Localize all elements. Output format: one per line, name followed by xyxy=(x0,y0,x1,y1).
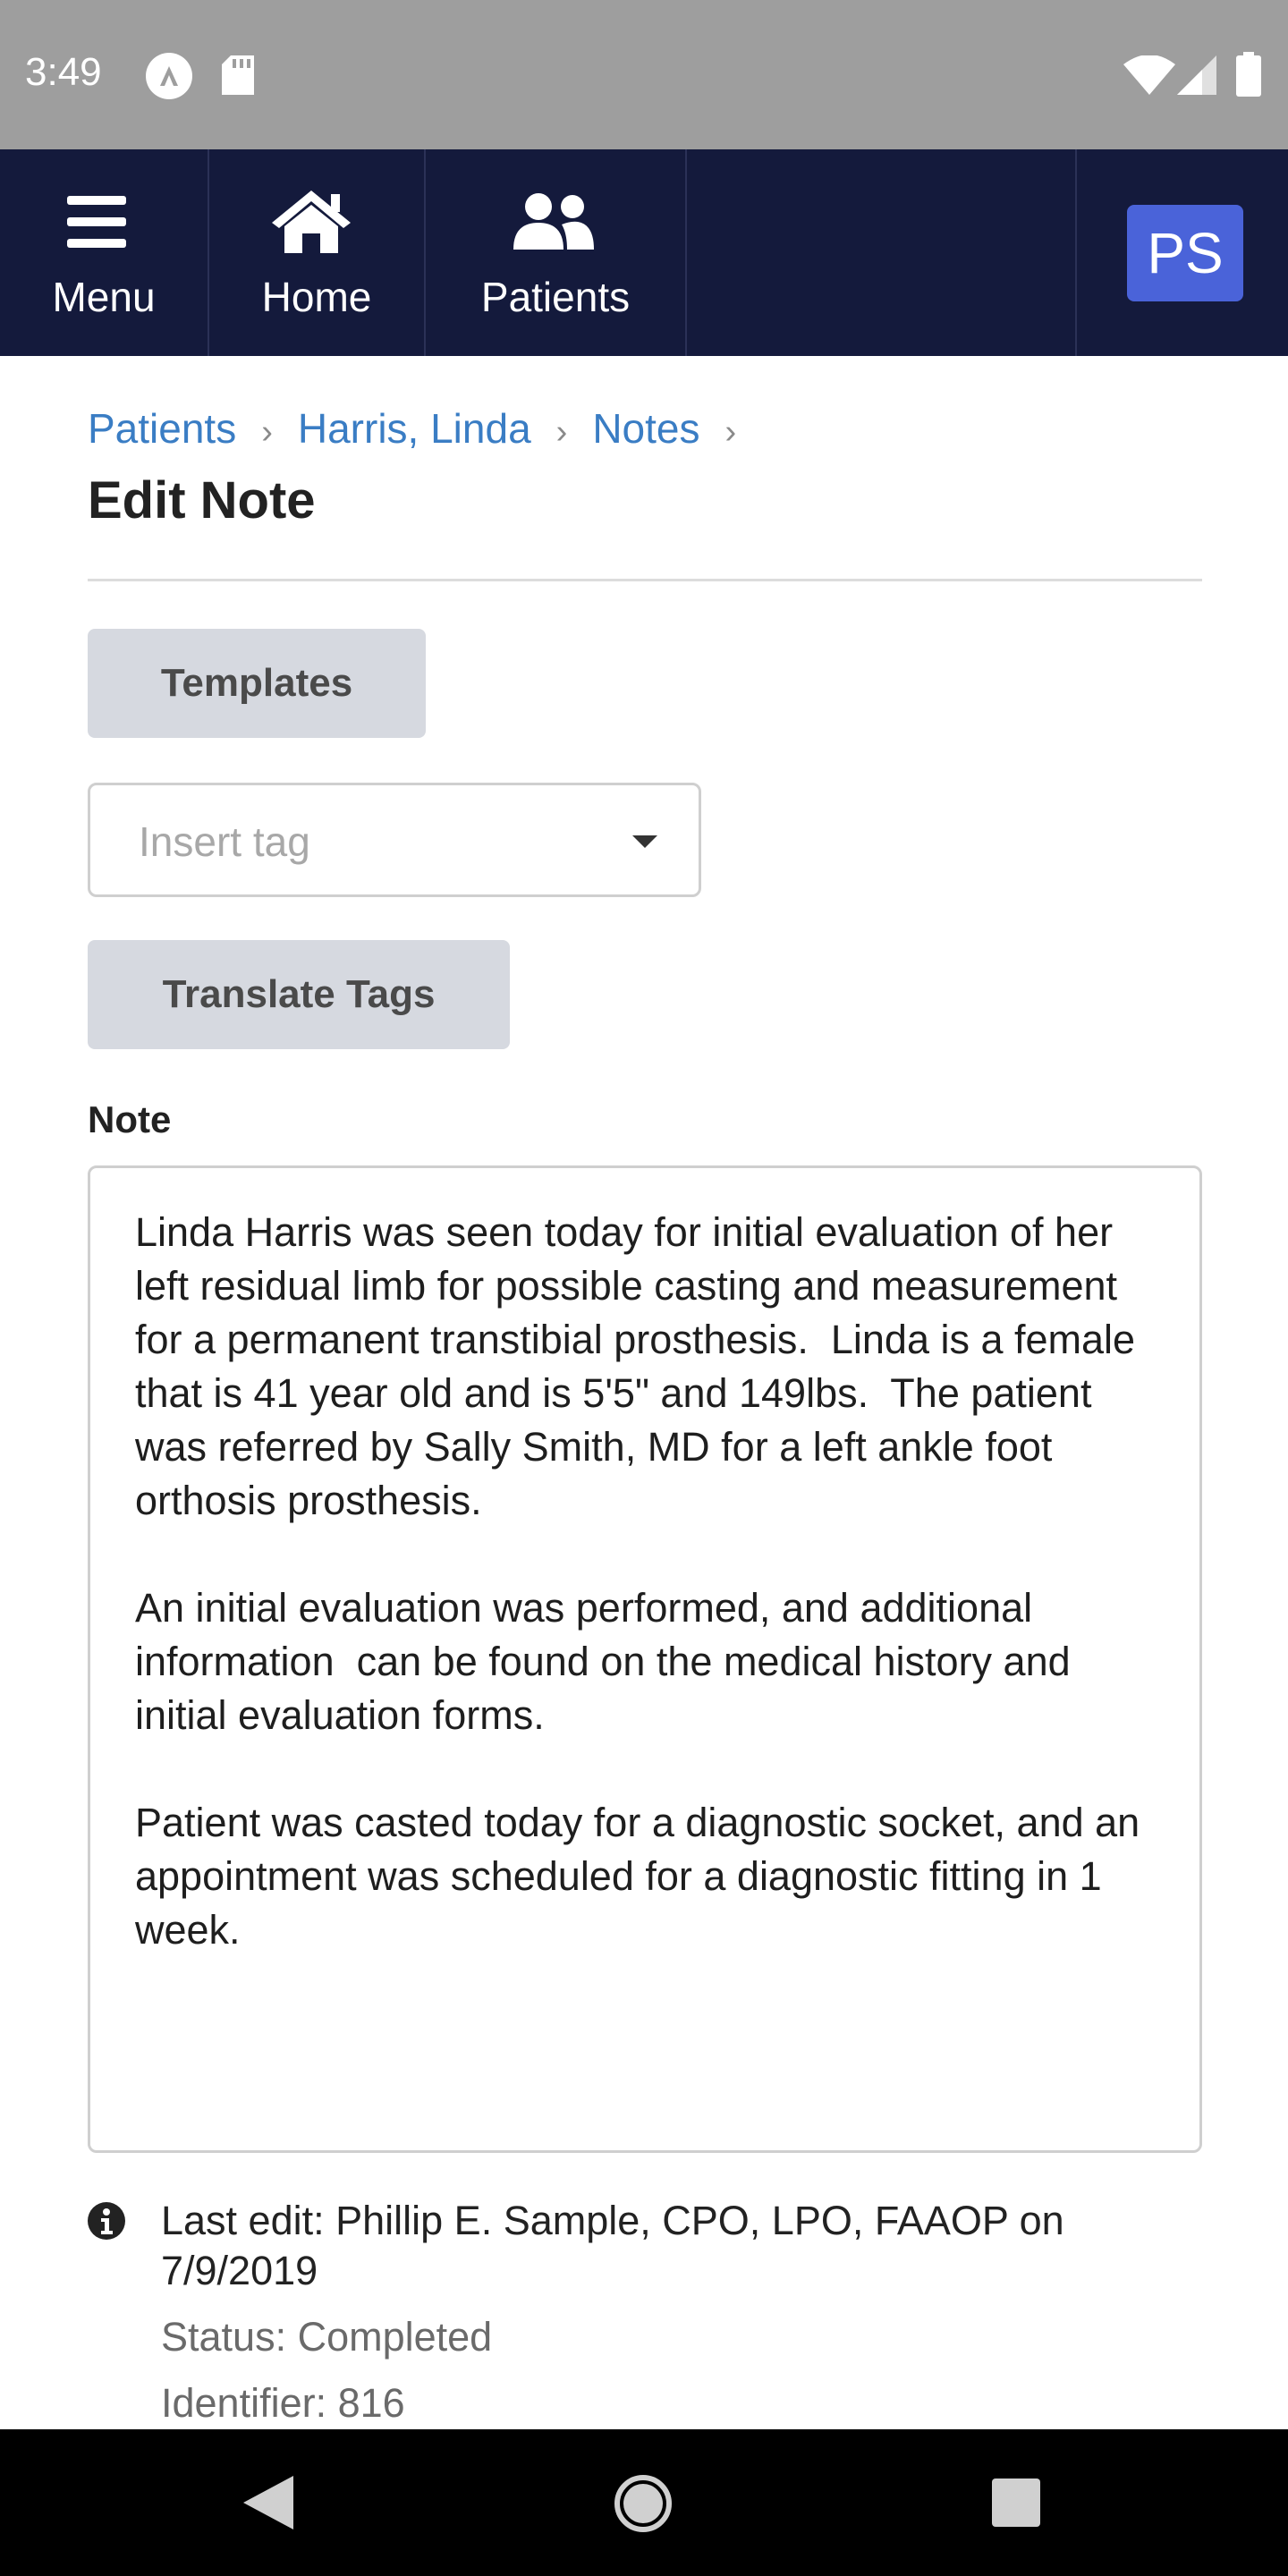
status-bar xyxy=(0,0,1288,149)
note-textarea[interactable]: Linda Harris was seen today for initial evaluation of her left residual limb for possible casting and measurement for a permanent transtibial prosthesis. Linda is a female that is 41 year old and is 5'5" and 149lbs. The patient was referred by Sally Smith, MD for a left ankle foot orthosis prosthesis. An initial evaluation was performed, and additional information can be found on the medical history and initial evaluation forms. Patient was casted today for a diagnostic socket, and an appointment was scheduled for a diagnostic fitting in 1 week. xyxy=(88,1165,1202,2153)
nav-home-button[interactable] xyxy=(209,149,426,356)
breadcrumb-separator: › xyxy=(724,413,737,451)
breadcrumb-separator: › xyxy=(261,413,273,451)
home-circle-icon[interactable] xyxy=(614,2474,673,2533)
identifier-text: Identifier: 816 xyxy=(161,2380,405,2426)
top-navbar xyxy=(0,149,1288,356)
battery-icon xyxy=(1236,52,1261,97)
avatar[interactable]: PS xyxy=(1127,205,1243,301)
caret-down-icon xyxy=(632,835,657,848)
status-time: 3:49 xyxy=(25,50,102,94)
breadcrumb-separator: › xyxy=(555,413,568,451)
breadcrumb-patients-link[interactable]: Patients xyxy=(88,405,237,452)
home-icon xyxy=(272,191,351,253)
recents-icon[interactable] xyxy=(992,2479,1040,2527)
nav-patients-button[interactable] xyxy=(426,149,687,356)
sd-card-icon xyxy=(222,55,254,95)
system-nav-bar xyxy=(0,2429,1288,2576)
insert-tag-select[interactable] xyxy=(88,783,701,897)
wifi-icon xyxy=(1123,55,1175,95)
nav-patients-label: Patients xyxy=(480,274,631,320)
translate-tags-button[interactable]: Translate Tags xyxy=(88,940,510,1049)
nav-menu-button[interactable] xyxy=(0,149,209,356)
nav-home-label: Home xyxy=(261,274,372,320)
assistant-icon xyxy=(145,52,193,100)
signal-icon xyxy=(1177,55,1216,95)
info-icon xyxy=(88,2202,125,2240)
users-icon xyxy=(508,192,594,250)
last-edit-text: Last edit: Phillip E. Sample, CPO, LPO, FAAOP on xyxy=(161,2198,1064,2243)
last-edit-date: 7/9/2019 xyxy=(161,2248,318,2293)
breadcrumb-patient-link[interactable]: Harris, Linda xyxy=(297,405,531,452)
nav-menu-label: Menu xyxy=(52,274,156,320)
breadcrumb-notes-link[interactable]: Notes xyxy=(592,405,700,452)
templates-button[interactable]: Templates xyxy=(88,629,426,738)
page-title: Edit Note xyxy=(88,471,316,530)
breadcrumb xyxy=(88,404,761,453)
back-icon[interactable] xyxy=(243,2476,293,2529)
note-label: Note xyxy=(88,1098,172,1140)
divider xyxy=(88,579,1202,581)
status-text: Status: Completed xyxy=(161,2314,493,2360)
hamburger-icon xyxy=(67,196,126,248)
insert-tag-placeholder: Insert tag xyxy=(139,818,310,865)
user-menu[interactable] xyxy=(1075,149,1288,356)
